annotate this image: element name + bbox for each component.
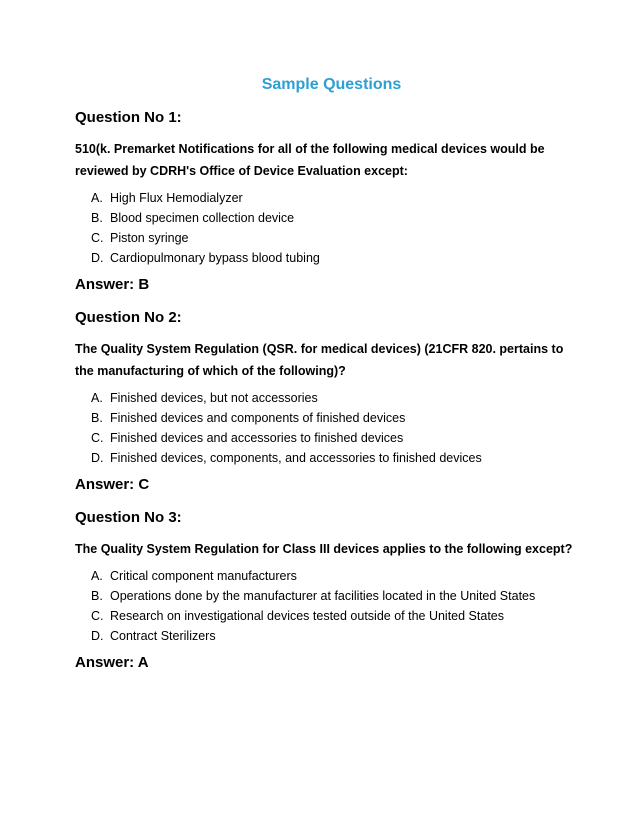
option-list: [75, 188, 578, 268]
option-letter: A.: [91, 569, 103, 583]
question-block-1: [75, 108, 578, 296]
option-text: Critical component manufacturers: [110, 569, 297, 583]
option-letter: D.: [91, 451, 104, 465]
question-block-3: [75, 508, 578, 674]
question-heading: Question No 1:: [75, 109, 182, 126]
question-text: The Quality System Regulation for Class III devices applies to the following except?: [75, 542, 573, 556]
option-letter: B.: [91, 411, 103, 425]
option-letter: C.: [91, 609, 104, 623]
option-letter: C.: [91, 231, 104, 245]
option-text: Piston syringe: [110, 231, 189, 245]
option-item: [75, 626, 578, 646]
option-item: [75, 428, 578, 448]
option-item: [75, 448, 578, 468]
question-heading: Question No 3:: [75, 509, 182, 526]
option-item: [75, 208, 578, 228]
option-letter: D.: [91, 251, 104, 265]
option-text: Finished devices, components, and accessories to finished devices: [110, 451, 482, 465]
answer-text: Answer: C: [75, 476, 150, 493]
option-letter: D.: [91, 629, 104, 643]
option-list: [75, 566, 578, 646]
option-letter: A.: [91, 391, 103, 405]
option-text: High Flux Hemodialyzer: [110, 191, 243, 205]
option-text: Finished devices and components of finished devices: [110, 411, 406, 425]
option-letter: C.: [91, 431, 104, 445]
option-item: [75, 388, 578, 408]
answer-text: Answer: A: [75, 654, 149, 671]
option-item: [75, 408, 578, 428]
option-text: Research on investigational devices tested outside of the United States: [110, 609, 504, 623]
option-text: Contract Sterilizers: [110, 629, 216, 643]
option-text: Finished devices and accessories to finished devices: [110, 431, 404, 445]
option-item: [75, 188, 578, 208]
option-item: [75, 566, 578, 586]
option-text: Finished devices, but not accessories: [110, 391, 318, 405]
option-list: [75, 388, 578, 468]
question-text: 510(k. Premarket Notifications for all of the following medical devices would be reviewed by CDRH's Office of Device Evaluation except:: [75, 142, 545, 178]
option-text: Operations done by the manufacturer at facilities located in the United States: [110, 589, 536, 603]
option-text: Cardiopulmonary bypass blood tubing: [110, 251, 320, 265]
question-heading: Question No 2:: [75, 309, 182, 326]
option-item: [75, 228, 578, 248]
option-item: [75, 586, 578, 606]
option-item: [75, 606, 578, 626]
option-item: [75, 248, 578, 268]
option-letter: B.: [91, 211, 103, 225]
question-text: The Quality System Regulation (QSR. for medical devices) (21CFR 820. pertains to the manufacturing of which of the following)?: [75, 342, 564, 378]
option-text: Blood specimen collection device: [110, 211, 295, 225]
option-letter: B.: [91, 589, 103, 603]
answer-text: Answer: B: [75, 276, 150, 293]
option-letter: A.: [91, 191, 103, 205]
page-title: Sample Questions: [261, 76, 402, 93]
question-block-2: [75, 308, 578, 496]
